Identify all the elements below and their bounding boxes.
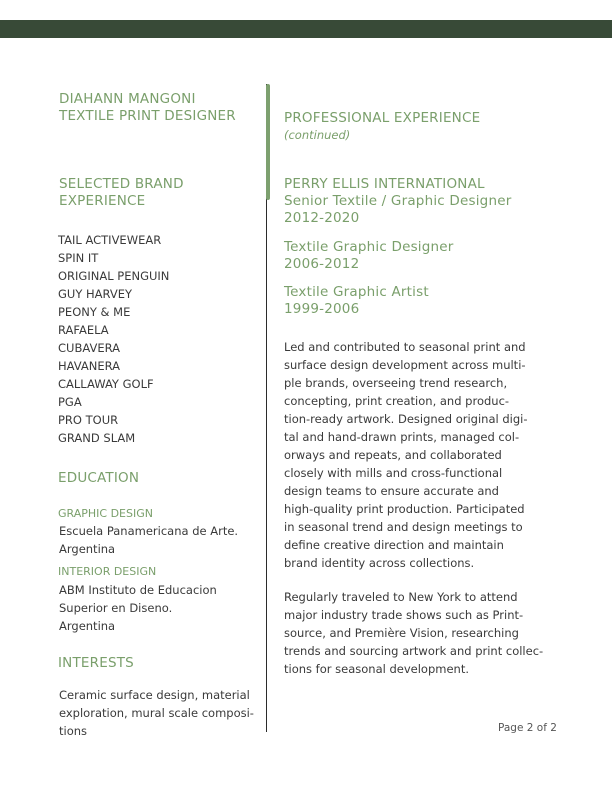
top-color-bar (0, 20, 612, 38)
brand-item: TAIL ACTIVEWEAR (58, 233, 162, 247)
brand-list (58, 231, 169, 447)
role-block (284, 239, 454, 273)
brand-item: ORIGINAL PENGUIN (58, 269, 170, 283)
education-field-interior: INTERIOR DESIGN (58, 565, 157, 578)
brands-heading-line1: SELECTED BRAND (59, 176, 184, 192)
brand-item: RAFAELA (58, 323, 109, 337)
candidate-title: TEXTILE PRINT DESIGNER (59, 108, 236, 124)
role-title: Textile Graphic Artist (284, 284, 429, 300)
education-entry-graphic (59, 522, 238, 558)
paragraph-line: tion-ready artwork. Designed original digi- (284, 412, 528, 426)
brand-item: HAVANERA (58, 359, 121, 373)
brand-item: PRO TOUR (58, 413, 119, 427)
role-block (284, 284, 429, 318)
brand-item: PEONY & ME (58, 305, 131, 319)
paragraph-line: tions for seasonal development. (284, 662, 469, 676)
role-dates: 2012-2020 (284, 210, 360, 226)
experience-paragraph-2 (284, 588, 552, 678)
education-heading: EDUCATION (58, 470, 140, 486)
paragraph-line: source, and Première Vision, researching (284, 626, 519, 640)
interests-text (59, 686, 259, 740)
name-block (59, 91, 236, 125)
paragraph-line: in seasonal trend and design meetings to (284, 520, 523, 534)
company-name: PERRY ELLIS INTERNATIONAL (284, 176, 485, 192)
paragraph-line: ple brands, overseeing trend research, (284, 376, 508, 390)
paragraph-line: tal and hand-drawn prints, managed col- (284, 430, 520, 444)
divider-accent-bar (266, 84, 270, 200)
page-number: Page 2 of 2 (498, 722, 557, 734)
paragraph-line: major industry trade shows such as Print- (284, 608, 524, 622)
interests-line: exploration, mural scale composi- (59, 706, 254, 720)
experience-heading: PROFESSIONAL EXPERIENCE (284, 110, 481, 126)
experience-continued: (continued) (284, 128, 351, 142)
role-title: Senior Textile / Graphic Designer (284, 193, 512, 209)
interests-heading: INTERESTS (58, 655, 134, 671)
paragraph-line: trends and sourcing artwork and print collec- (284, 644, 544, 658)
education-line: ABM Instituto de Educacion (59, 583, 217, 597)
paragraph-line: brand identity across collections. (284, 556, 475, 570)
education-entry-interior (59, 581, 217, 635)
brands-heading (59, 176, 184, 210)
company-block (284, 176, 511, 227)
paragraph-line: orways and repeats, and collaborated (284, 448, 502, 462)
paragraph-line: Led and contributed to seasonal print and (284, 340, 526, 354)
role-dates: 1999-2006 (284, 301, 360, 317)
brand-item: PGA (58, 395, 82, 409)
candidate-name: DIAHANN MANGONI (59, 91, 196, 107)
brand-item: GRAND SLAM (58, 431, 136, 445)
education-field-graphic: GRAPHIC DESIGN (58, 507, 153, 520)
experience-paragraph-1 (284, 338, 552, 572)
brand-item: CALLAWAY GOLF (58, 377, 154, 391)
brand-item: SPIN IT (58, 251, 99, 265)
brands-heading-line2: EXPERIENCE (59, 193, 146, 209)
role-title: Textile Graphic Designer (284, 239, 454, 255)
education-line: Argentina (59, 542, 116, 556)
paragraph-line: Regularly traveled to New York to attend (284, 590, 518, 604)
interests-line: tions (59, 724, 88, 738)
paragraph-line: surface design development across multi- (284, 358, 526, 372)
paragraph-line: closely with mills and cross-functional (284, 466, 503, 480)
education-line: Escuela Panamericana de Arte. (59, 524, 239, 538)
paragraph-line: define creative direction and maintain (284, 538, 504, 552)
paragraph-line: concepting, print creation, and produc- (284, 394, 510, 408)
interests-line: Ceramic surface design, material (59, 688, 250, 702)
paragraph-line: high-quality print production. Participated (284, 502, 525, 516)
education-line: Superior en Diseno. (59, 601, 173, 615)
role-dates: 2006-2012 (284, 256, 360, 272)
paragraph-line: design teams to ensure accurate and (284, 484, 499, 498)
brand-item: CUBAVERA (58, 341, 120, 355)
education-line: Argentina (59, 619, 116, 633)
brand-item: GUY HARVEY (58, 287, 133, 301)
